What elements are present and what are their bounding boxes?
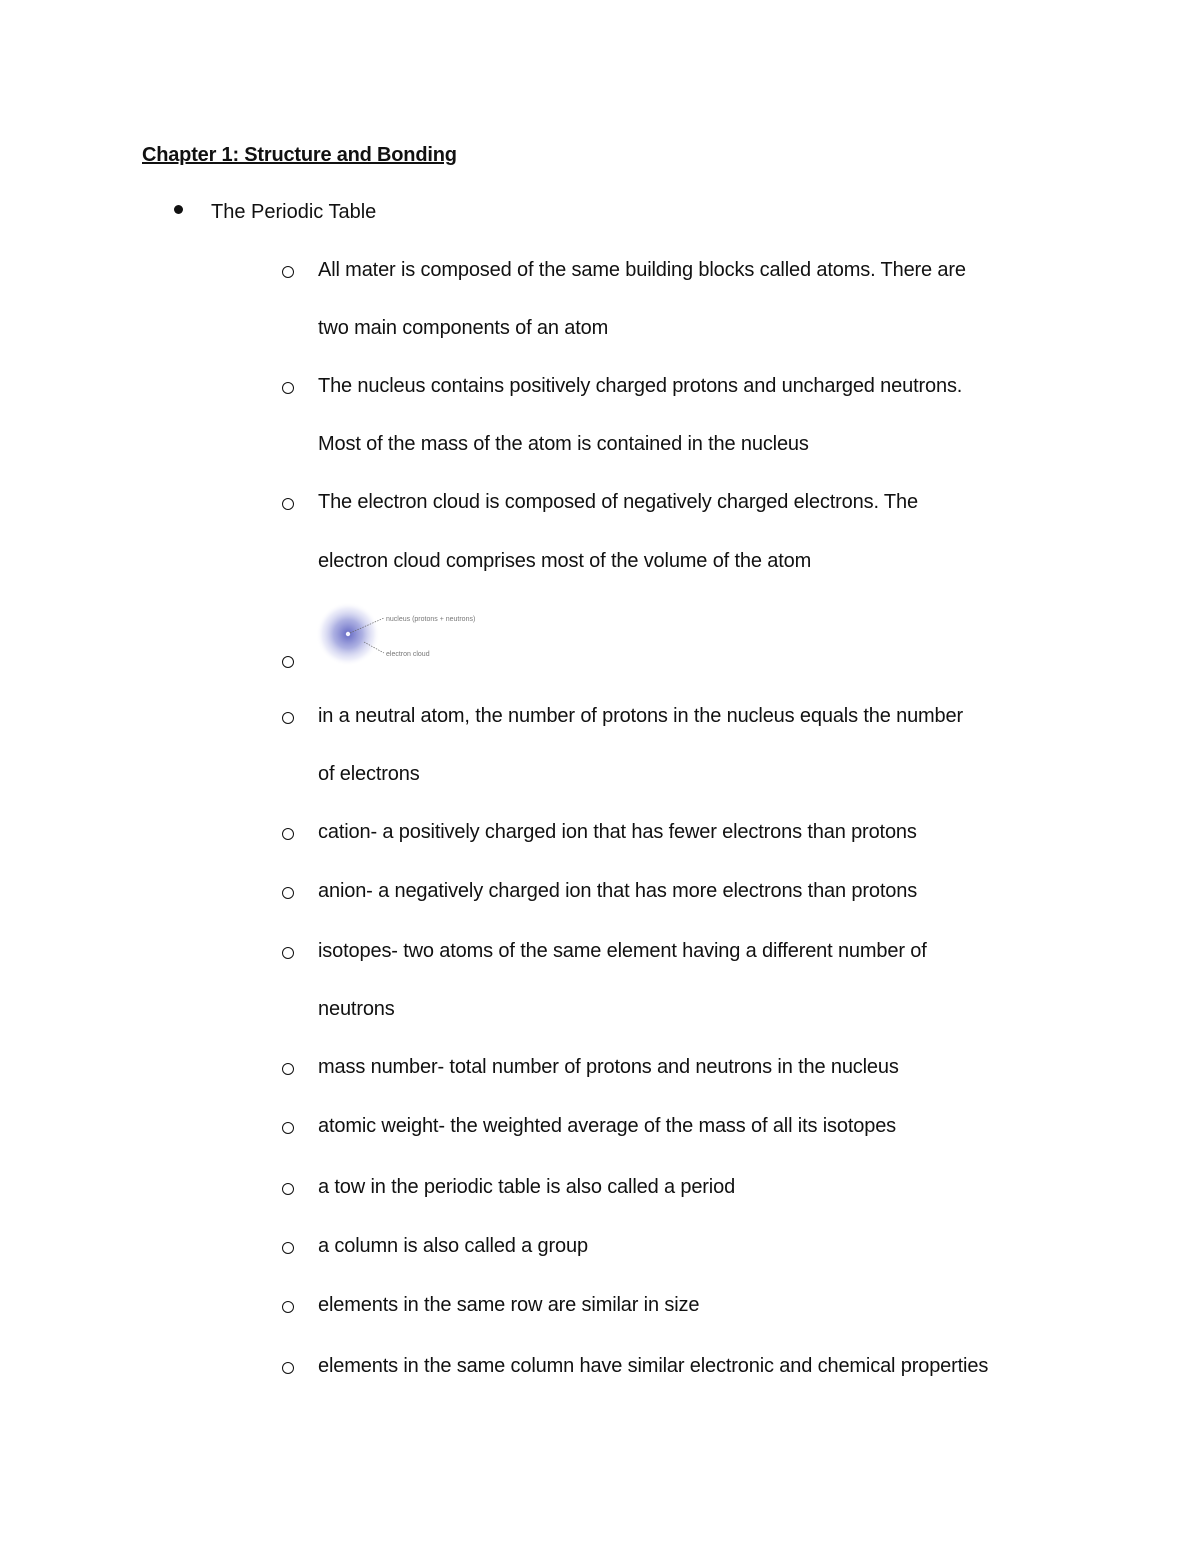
section-heading: The Periodic Table <box>211 201 377 223</box>
sub-bullet-icon <box>282 828 294 840</box>
page-title: Chapter 1: Structure and Bonding <box>142 144 457 166</box>
list-item-line: isotopes- two atoms of the same element having a different number of <box>318 940 927 962</box>
nucleus-shape <box>346 632 350 636</box>
sub-bullet-icon <box>282 1183 294 1195</box>
sub-bullet-icon <box>282 656 294 668</box>
list-item-line: anion- a negatively charged ion that has more electrons than protons <box>318 880 918 902</box>
list-item-line: elements in the same column have similar electronic and chemical properties <box>318 1355 989 1377</box>
list-item-line: a tow in the periodic table is also called a period <box>318 1176 736 1198</box>
list-item-line: neutrons <box>318 998 395 1020</box>
electron-cloud-label: electron cloud <box>386 651 430 658</box>
list-item-line: a column is also called a group <box>318 1235 588 1257</box>
sub-bullet-icon <box>282 887 294 899</box>
bullet-icon <box>174 205 183 214</box>
sub-bullet-icon <box>282 382 294 394</box>
list-item-line: of electrons <box>318 763 420 785</box>
sub-bullet-icon <box>282 1063 294 1075</box>
atom-diagram <box>312 600 492 668</box>
list-item-line: The nucleus contains positively charged protons and uncharged neutrons. <box>318 375 963 397</box>
list-item-line: The electron cloud is composed of negatively charged electrons. The <box>318 491 918 513</box>
sub-bullet-icon <box>282 1301 294 1313</box>
sub-bullet-icon <box>282 266 294 278</box>
list-item-line: All mater is composed of the same building blocks called atoms. There are <box>318 259 966 281</box>
sub-bullet-icon <box>282 498 294 510</box>
list-item-line: in a neutral atom, the number of protons in the nucleus equals the number <box>318 705 964 727</box>
list-item-line: cation- a positively charged ion that has fewer electrons than protons <box>318 821 917 843</box>
list-item-line: Most of the mass of the atom is contained in the nucleus <box>318 433 809 455</box>
sub-bullet-icon <box>282 1122 294 1134</box>
list-item-line: atomic weight- the weighted average of the mass of all its isotopes <box>318 1115 897 1137</box>
list-item-line: mass number- total number of protons and neutrons in the nucleus <box>318 1056 899 1078</box>
sub-bullet-icon <box>282 712 294 724</box>
sub-bullet-icon <box>282 947 294 959</box>
nucleus-label: nucleus (protons + neutrons) <box>386 616 476 623</box>
sub-bullet-icon <box>282 1242 294 1254</box>
sub-bullet-icon <box>282 1362 294 1374</box>
list-item-line: elements in the same row are similar in size <box>318 1294 700 1316</box>
list-item-line: electron cloud comprises most of the volume of the atom <box>318 550 812 572</box>
list-item-line: two main components of an atom <box>318 317 609 339</box>
